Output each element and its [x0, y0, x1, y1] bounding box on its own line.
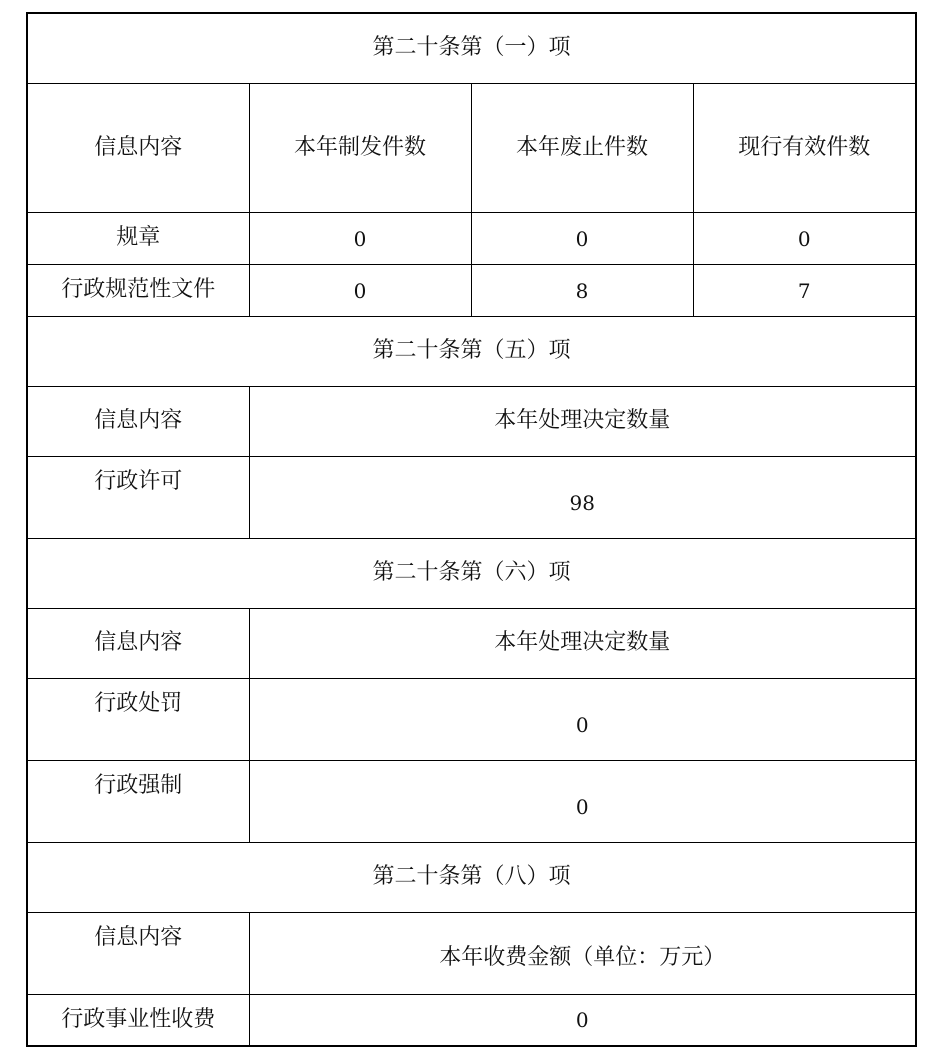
- row-label: 行政规范性文件: [27, 265, 249, 317]
- table-row: [27, 679, 916, 761]
- section-title: 第二十条第（五）项: [27, 317, 916, 387]
- cell-value: 0: [249, 265, 471, 317]
- section-title: 第二十条第（六）项: [27, 539, 916, 609]
- header-decision-count: 本年处理决定数量: [249, 609, 916, 679]
- table-row: [27, 265, 916, 317]
- header-repealed-count: 本年废止件数: [471, 84, 693, 213]
- cell-value: 0: [249, 213, 471, 265]
- cell-value: 0: [249, 761, 916, 843]
- cell-value: 98: [249, 457, 916, 539]
- header-row: [27, 84, 916, 213]
- table-row: [27, 995, 916, 1047]
- header-row: [27, 609, 916, 679]
- header-issued-count: 本年制发件数: [249, 84, 471, 213]
- table-row: [27, 761, 916, 843]
- row-label: 规章: [27, 213, 249, 265]
- section-title-row: [27, 539, 916, 609]
- cell-value: 7: [693, 265, 916, 317]
- row-label: 行政事业性收费: [27, 995, 249, 1047]
- cell-value: 0: [693, 213, 916, 265]
- header-fee-amount: 本年收费金额（单位：万元）: [249, 913, 916, 995]
- header-row: [27, 913, 916, 995]
- header-valid-count: 现行有效件数: [693, 84, 916, 213]
- cell-value: 0: [471, 213, 693, 265]
- section-title: 第二十条第（八）项: [27, 843, 916, 913]
- section-title-row: [27, 317, 916, 387]
- row-label: 行政强制: [27, 761, 249, 843]
- section-title-row: [27, 843, 916, 913]
- cell-value: 0: [249, 679, 916, 761]
- section-title: 第二十条第（一）项: [27, 13, 916, 84]
- table-row: [27, 457, 916, 539]
- header-info-content: 信息内容: [27, 609, 249, 679]
- row-label: 行政处罚: [27, 679, 249, 761]
- row-label: 行政许可: [27, 457, 249, 539]
- header-info-content: 信息内容: [27, 913, 249, 995]
- cell-value: 8: [471, 265, 693, 317]
- section-title-row: [27, 13, 916, 84]
- header-decision-count: 本年处理决定数量: [249, 387, 916, 457]
- header-info-content: 信息内容: [27, 387, 249, 457]
- cell-value: 0: [249, 995, 916, 1047]
- table-row: [27, 213, 916, 265]
- header-info-content: 信息内容: [27, 84, 249, 213]
- header-row: [27, 387, 916, 457]
- disclosure-table: [26, 12, 917, 1047]
